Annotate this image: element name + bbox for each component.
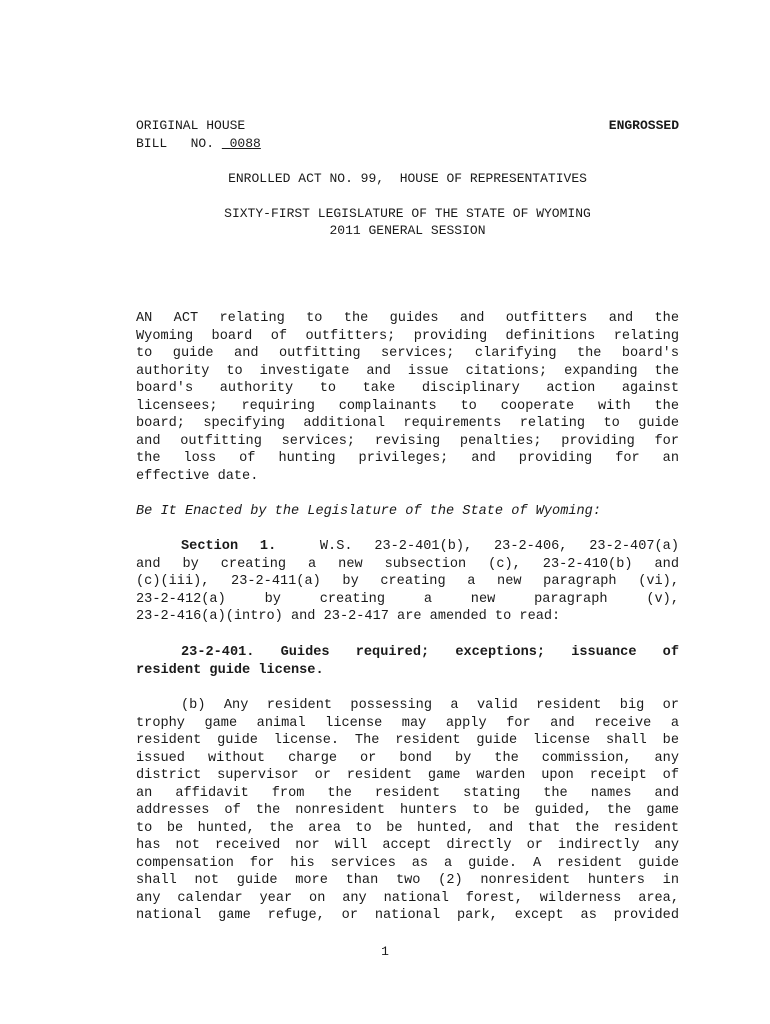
subsection-b-line: national game refuge, or national park, except as provided [136,908,679,923]
enrolled-act-line: ENROLLED ACT NO. 99, HOUSE OF REPRESENTATIVES [228,171,587,186]
legislature-line: SIXTY-FIRST LEGISLATURE OF THE STATE OF WYOMING [224,206,591,221]
bill-header [136,117,679,152]
section-1-line: 23-2-416(a)(intro) and 23-2-417 are amended to read: [136,609,561,624]
act-line: the loss of hunting privileges; and providing for an [136,451,679,466]
subsection-b-line: addresses of the nonresident hunters to be guided, the game [136,803,679,818]
subsection-b-line: any calendar year on any national forest, wilderness area, [136,890,679,906]
subsection-b-line: an affidavit from the resident stating the names and [136,785,679,801]
section-1-statutes: W.S. 23-2-401(b), 23-2-406, 23-2-407(a) [319,539,679,554]
section-1-label: Section 1. [181,539,277,554]
engrossed-label: ENGROSSED [608,118,679,133]
subsection-b-line: trophy game animal license may apply for and receive a [136,715,679,731]
act-line: Wyoming board of outfitters; providing definitions relating [136,328,679,344]
section-1-line: (c)(iii), 23-2-411(a) by creating a new paragraph (vi), [136,574,679,589]
subsection-b-line: has not received nor will accept directly or indirectly any [136,838,679,853]
page-number: 1 [381,944,389,959]
bill-label: BILL NO. [136,135,222,151]
subsection-b-line: district supervisor or resident game warden upon receipt of [136,768,679,783]
section-1-first-line [136,538,679,556]
subsection-b-line: compensation for his services as a guide. A resident guide [136,855,679,871]
bill-number: 0088 [221,135,261,151]
act-title-paragraph [136,310,679,485]
act-line: board; specifying additional requirements relating to guide [136,416,679,431]
subsection-b-line: to be hunted, the area to be hunted, and that the resident [136,820,679,836]
heading-401-line: 23-2-401. Guides required; exceptions; issuance of [181,645,679,660]
section-1-line: 23-2-412(a) by creating a new paragraph (v), [136,591,679,607]
act-line: licensees; requiring complainants to cooperate with the [136,398,679,414]
act-line: and outfitting services; revising penalties; providing for [136,433,679,449]
heading-401-line: resident guide license. [136,662,324,678]
act-line: effective date. [136,468,259,484]
subsection-b-paragraph [136,697,679,925]
subsection-b-line: shall not guide more than two (2) nonresident hunters in [136,873,679,888]
subsection-b-line: issued without charge or bond by the commission, any [136,750,679,766]
original-house-label: ORIGINAL HOUSE [136,118,246,133]
act-line: to guide and outfitting services; clarifying the board's [136,346,679,361]
act-line: authority to investigate and issue citations; expanding the [136,363,679,379]
act-line: board's authority to take disciplinary action against [136,381,679,396]
subsection-b-line: resident guide license. The resident guide license shall be [136,733,679,748]
section-heading-401 [136,644,679,679]
section-1-line: and by creating a new subsection (c), 23-2-410(b) and [136,556,679,572]
session-line: 2011 GENERAL SESSION [329,223,486,238]
enacting-clause: Be It Enacted by the Legislature of the State of Wyoming: [136,504,601,519]
section-1-paragraph [136,538,679,626]
act-line: AN ACT relating to the guides and outfitters and the [136,311,679,326]
subsection-b-line: (b) Any resident possessing a valid resident big or [181,698,679,713]
